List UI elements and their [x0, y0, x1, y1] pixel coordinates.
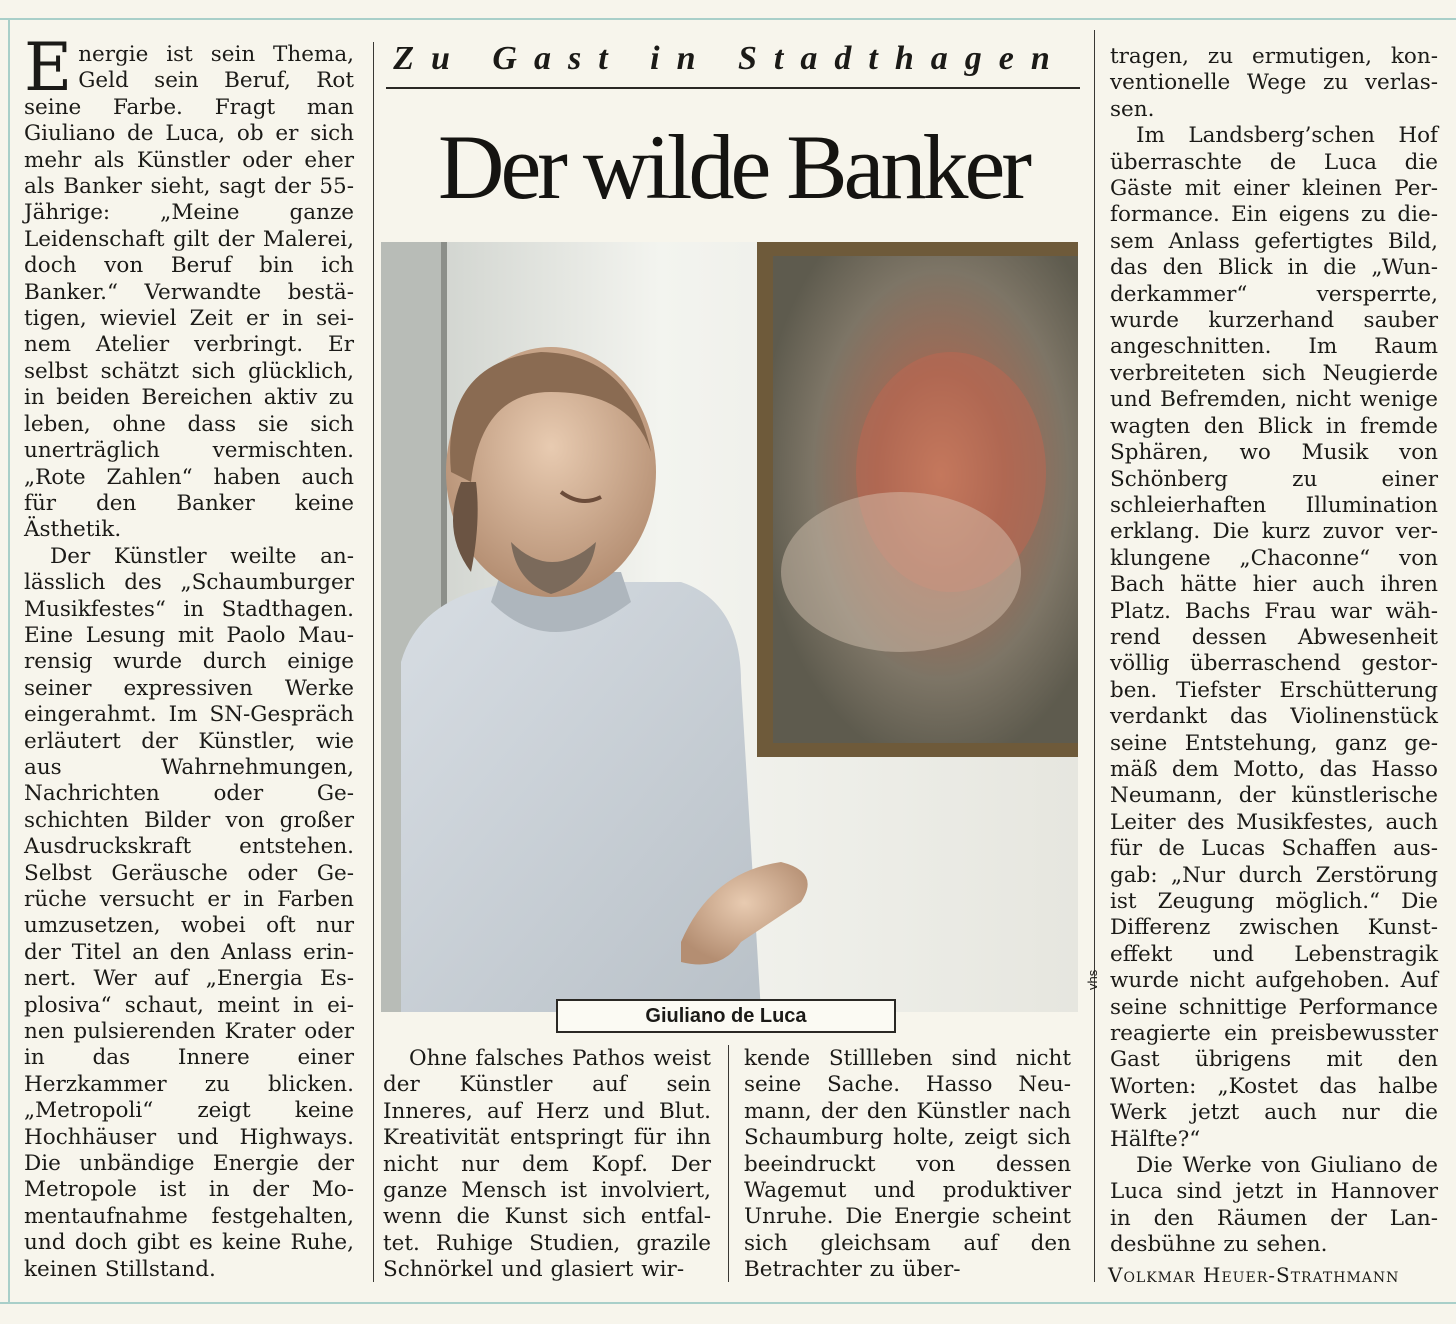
article-kicker: Zu Gast in Stadthagen [393, 40, 1067, 77]
column-rule-2 [1094, 30, 1095, 1282]
scan-border-left [8, 18, 10, 1304]
column-3-paragraph-1: kende Stillleben sind nicht seine Sache. Hasso Neumann, der den Künstler nach Schaumburg holte, zeigt sich beeindruckt von dessen Wagemut und produktiver Unruhe. Die Energie scheint sich gleichsam auf den Betrachter zu über- [744, 1046, 1071, 1283]
portrait-photo [381, 242, 1078, 1012]
column-2-paragraph-1: Ohne falsches Pathos weist der Künstler auf sein Inneres, auf Herz und Blut. Kreativität entspringt für ihn nicht nur dem Kopf. Der ganze Mensch ist involviert, wenn die Kunst sich entfaltet. Ruhige Studien, grazile Schnörkel und glasiert wir- [383, 1046, 711, 1283]
column-1-paragraph-1: nergie ist sein Thema, Geld sein Beruf, Rot seine Farbe. Fragt man Giuliano de Luca, ob er sich mehr als Künstler oder eher als Banker sieht, sagt der 55-Jährige: „Meine ganze Leidenschaft gilt der Malerei, doch von Beruf bin ich Banker.“ Verwandte bestätigen, wieviel Zeit er in seinem Atelier verbringt. Er selbst schätzt sich glücklich, in beiden Bereichen aktiv zu leben, ohne dass sie sich unerträglich vermischten. „Rote Zahlen“ haben auch für den Banker keine Ästhetik. [24, 42, 354, 543]
article-author: Volkmar Heuer-Strathmann [1108, 1263, 1400, 1287]
article-column-2 [383, 1046, 711, 1284]
article-column-3 [744, 1046, 1071, 1284]
column-4-paragraph-2: Im Landsberg’schen Hof überraschte de Luca die Gäste mit einer kleinen Performance. Ein eigens zu diesem Anlass gefertigtes Bild, das den Blick in die „Wunderkammer“ versperrte, wurde kurzerhand sauber angeschnitten. Im Raum verbreiteten sich Neugierde und Befremden, nicht wenige wagten den Blick in fremde Sphären, wo Musik von Schönberg zu einer schleierhaften Illumination erklang. Die kurz zuvor verklungene „Chaconne“ von Bach hätte hier auch ihren Platz. Bachs Frau war während dessen Abwesenheit völlig überraschend gestorben. Tiefster Erschütterung verdankt das Violinenstück seine Entstehung, ganz gemäß dem Motto, das Hasso Neumann, der künstlerische Leiter des Musikfestes, auch für de Lucas Schaffen ausgab: „Nur durch Zerstörung ist Zeugung möglich.“ Die Differenz zwischen Kunsteffekt und Lebenstragik wurde nicht aufgehoben. Auf seine schnittige Performance reagierte ein preisbewusster Gast übrigens mit den Worten: „Kostet das halbe Werk jetzt auch nur die Hälfte?“ [1110, 123, 1438, 1152]
scan-border-bottom [0, 1302, 1456, 1304]
column-1-paragraph-2: Der Künstler weilte anlässlich des „Schaumburger Musikfestes“ in Stadthagen. Eine Lesung mit Paolo Maurensig wurde durch einige seiner expressiven Werke eingerahmt. Im SN-Gespräch erläutert der Künstler, wie aus Wahrnehmungen, Nachrichten oder Geschichten Bilder von großer Ausdruckskraft entstehen. Selbst Geräusche oder Gerüche versucht er in Farben umzusetzen, wobei oft nur der Titel an den Anlass erinnert. Wer auf „Energia Esplosiva“ schaut, meint in einen pulsierenden Krater oder in das Innere einer Herzkammer zu blicken. „Metropoli“ zeigt keine Hochhäuser und Highways. Die unbändige Energie der Metropole ist in der Momentaufnahme festgehalten, und doch gibt es keine Ruhe, keinen Stillstand. [24, 543, 354, 1282]
photo-credit: vhs [1085, 969, 1100, 990]
drop-cap: E [24, 29, 73, 106]
column-rule-3 [728, 1045, 729, 1282]
column-rule-1 [373, 42, 374, 1282]
photo-caption: Giuliano de Luca [556, 999, 896, 1033]
article-headline: Der wilde Banker [438, 116, 1028, 218]
kicker-rule [386, 87, 1080, 89]
article-column-1 [24, 29, 354, 1283]
scan-border-top [0, 18, 1456, 20]
article-column-4 [1110, 44, 1438, 1259]
column-4-paragraph-1: tragen, zu ermutigen, konventionelle Wege zu verlassen. [1110, 44, 1438, 122]
column-4-paragraph-3: Die Werke von Giuliano de Luca sind jetzt in Hannover in den Räumen der Landesbühne zu sehen. [1110, 1153, 1438, 1258]
photo-illustration [381, 242, 1078, 1012]
